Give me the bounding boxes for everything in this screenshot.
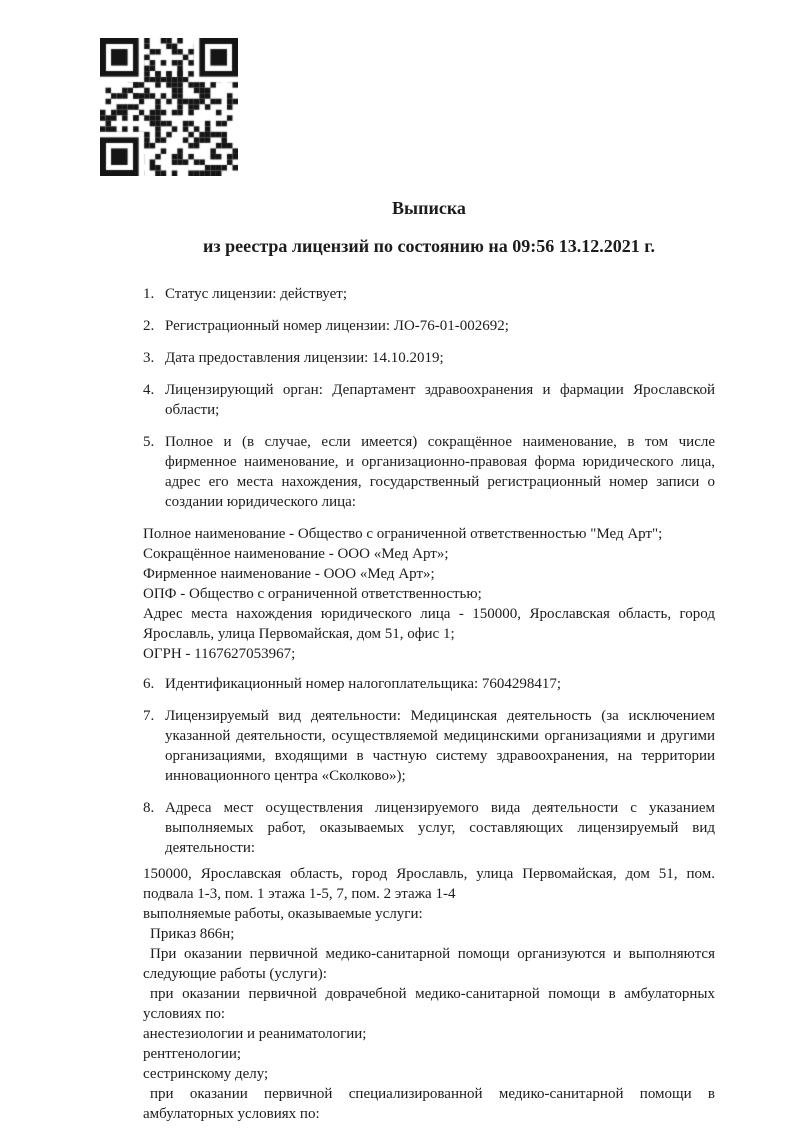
document-subtitle: из реестра лицензий по состоянию на 09:56 13.12.2021 г. [203,236,655,256]
item-number: 6. [143,676,155,692]
item-organization-names-heading [143,432,715,512]
works-services-list [143,924,715,1124]
org-brand-name: Фирменное наименование - ООО «Мед Арт»; [143,566,435,582]
item-text: Статус лицензии: действует; [165,286,347,302]
item-license-status [143,284,715,304]
org-address: Адрес места нахождения юридического лица - 150000, Ярославская область, город Ярославль, улица Первомайская, дом 51, офис 1; [143,606,715,642]
works-line: при оказании первичной доврачебной медико-санитарной помощи в амбулаторных условиях по: [143,986,715,1022]
org-full-name: Полное наименование - Общество с ограниченной ответственностью "Мед Арт"; [143,526,663,542]
org-ogrn: ОГРН - 1167627053967; [143,646,296,662]
item-text: Лицензирующий орган: Департамент здравоохранения и фармации Ярославской области; [165,382,715,418]
works-services-header: выполняемые работы, оказываемые услуги: [143,906,423,922]
activity-address: 150000, Ярославская область, город Ярославль, улица Первомайская, дом 51, пом. подвала 1-3, пом. 1 этажа 1-5, 7, пом. 2 этажа 1-4 [143,866,715,902]
works-line: рентгенологии; [143,1046,242,1062]
document-content [143,0,715,1124]
org-legal-form: ОПФ - Общество с ограниченной ответственностью; [143,586,482,602]
item-number: 2. [143,318,155,334]
document-title: Выписка [392,198,466,218]
item-number: 8. [143,800,155,816]
item-taxpayer-number [143,674,715,694]
activity-address-block [143,864,715,924]
license-details-list [143,284,715,1124]
item-number: 3. [143,350,155,366]
item-number: 1. [143,286,155,302]
org-short-name: Сокращённое наименование - ООО «Мед Арт»; [143,546,449,562]
item-text: Лицензируемый вид деятельности: Медицинская деятельность (за исключением указанной деятельности, осуществляемой медицинскими организациями и другими организациями, входящими в частную систему здравоохранения, на территории инновационного центра «Сколково»); [165,708,715,784]
works-line: Приказ 866н; [150,926,235,942]
item-activity-addresses-heading [143,798,715,858]
item-licensed-activity [143,706,715,786]
item-text: Полное и (в случае, если имеется) сокращённое наименование, в том числе фирменное наименование, и организационно-правовая форма юридического лица, адрес его места нахождения, государственный регистрационный номер записи о создании юридического лица: [165,434,715,510]
works-line: сестринскому делу; [143,1066,269,1082]
item-text: Регистрационный номер лицензии: ЛО-76-01-002692; [165,318,509,334]
item-grant-date [143,348,715,368]
works-line: анестезиологии и реаниматологии; [143,1026,367,1042]
item-number: 5. [143,434,155,450]
item-licensing-authority [143,380,715,420]
organization-details [143,524,715,664]
works-line: При оказании первичной медико-санитарной помощи организуются и выполняются следующие работы (услуги): [143,946,715,982]
item-number: 4. [143,382,155,398]
item-text: Адреса мест осуществления лицензируемого вида деятельности с указанием выполняемых работ, оказываемых услуг, составляющих лицензируемый вид деятельности: [165,800,715,856]
works-line: при оказании первичной специализированной медико-санитарной помощи в амбулаторных условиях по: [143,1086,715,1122]
item-registration-number [143,316,715,336]
item-number: 7. [143,708,155,724]
item-text: Дата предоставления лицензии: 14.10.2019; [165,350,444,366]
item-text: Идентификационный номер налогоплательщика: 7604298417; [165,676,562,692]
